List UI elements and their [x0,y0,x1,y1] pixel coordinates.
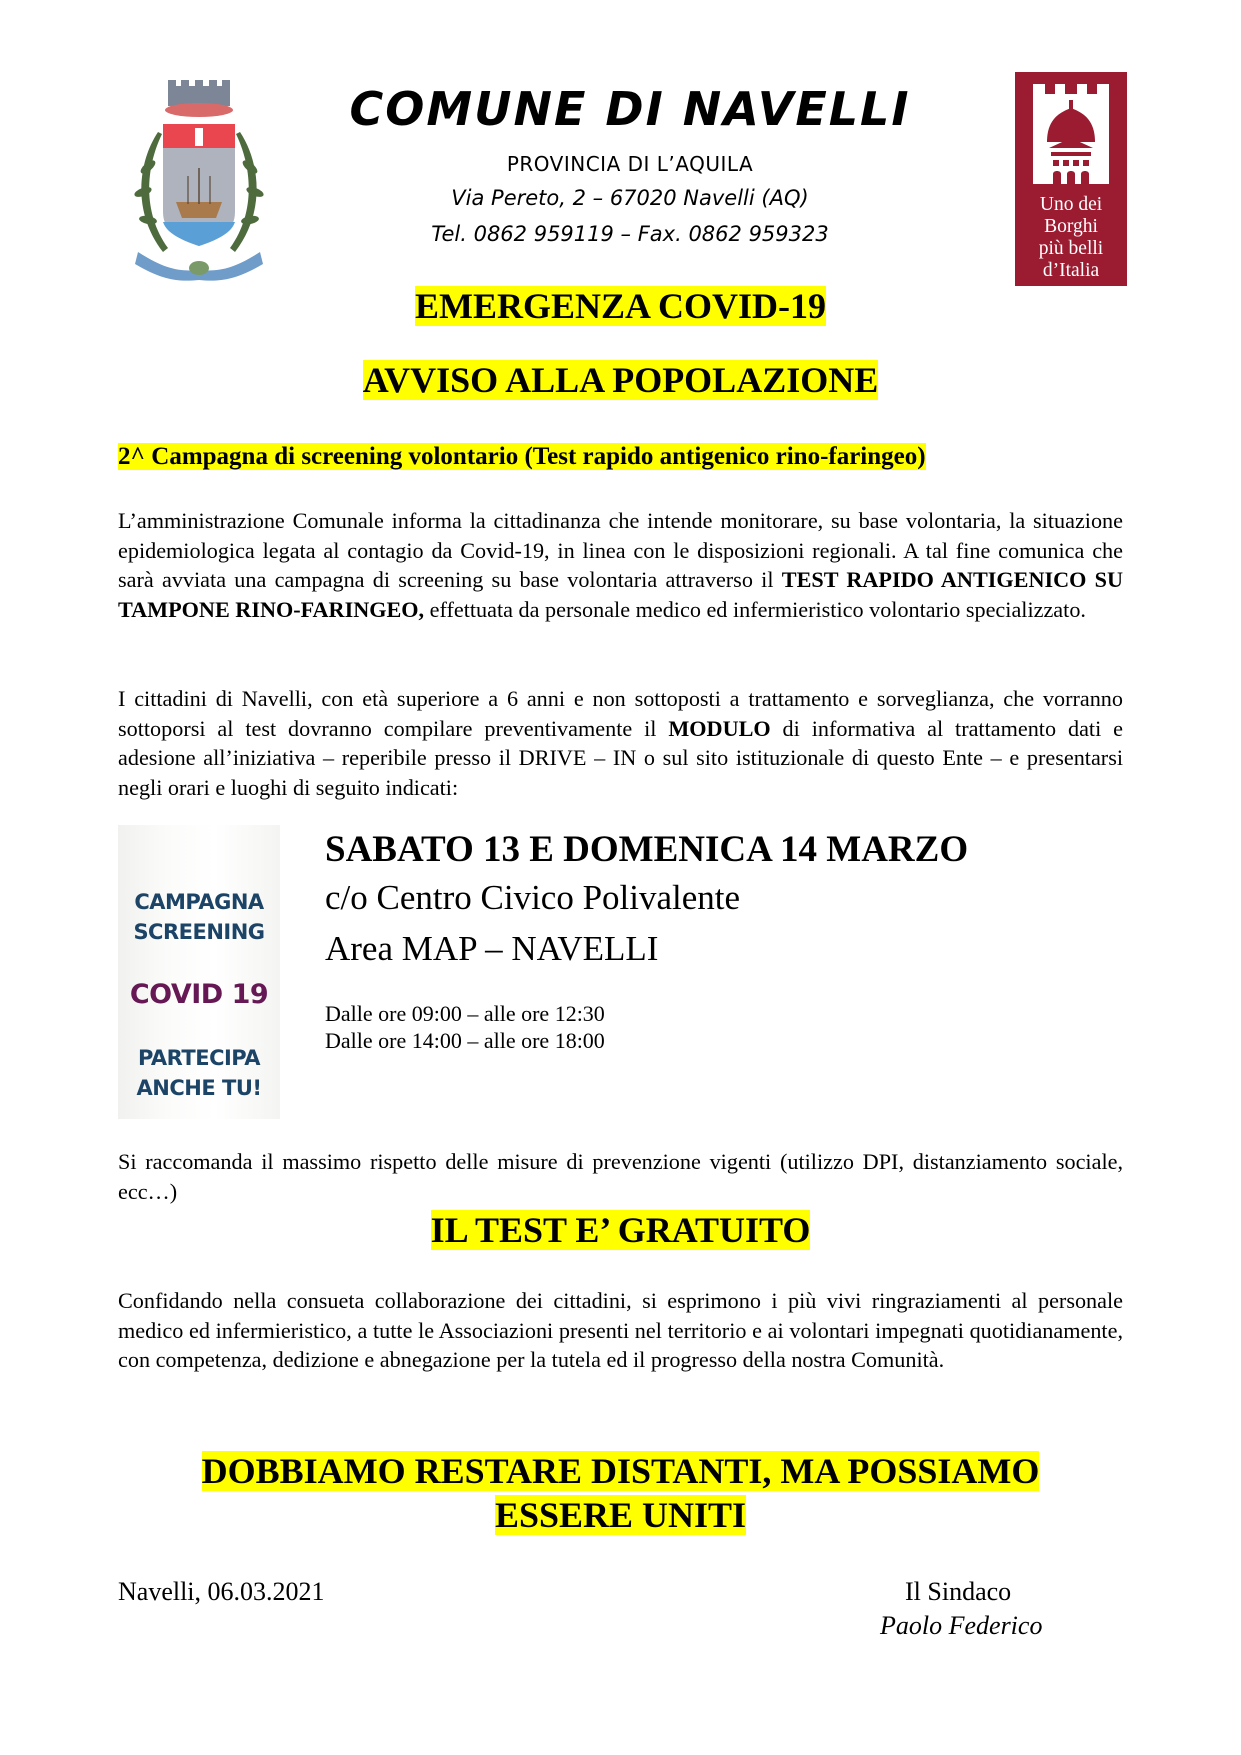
prevention-paragraph: Si raccomanda il massimo rispetto delle misure di prevenzione vigenti (utilizzo DPI, distanziamento sociale, ecc…) [118,1149,1123,1204]
event-place: c/o Centro Civico Polivalente [325,878,741,917]
province-line: PROVINCIA DI L’AQUILA [506,152,754,176]
thanks-paragraph: Confidando nella consueta collaborazione dei cittadini, si esprimono i più vivi ringraziamenti al personale medico ed infermieristico, a tutte le Associazioni presenti nel territorio e ai volontari impegnati quotidianamente, con competenza, dedizione e abnegazione per la tutela ed il progresso della nostra Comunità. [118,1288,1123,1372]
tower-palace-icon [1015,72,1127,192]
crown-icon [165,80,233,117]
free-test-heading: IL TEST E’ GRATUITO [430,1210,811,1250]
screening-campaign-image: CAMPAGNA SCREENING COVID 19 PARTECIPA ANCHE TU! [118,825,280,1119]
notice-heading: AVVISO ALLA POPOLAZIONE [362,360,879,400]
municipal-crest-image [118,72,280,284]
event-days: SABATO 13 E DOMENICA 14 MARZO [325,829,969,870]
slogan-heading: DOBBIAMO RESTARE DISTANTI, MA POSSIAMO ESSERE UNITI [201,1451,1040,1535]
event-time-afternoon: Dalle ore 14:00 – alle ore 18:00 [325,1028,605,1053]
address-line: Via Pereto, 2 – 67020 Navelli (AQ) [451,186,809,210]
event-area: Area MAP – NAVELLI [325,929,659,968]
shield-icon [163,124,235,246]
campaign-subheading: 2^ Campagna di screening volontario (Test rapido antigenico rino-faringeo) [118,443,926,470]
borghi-piu-belli-logo [1015,72,1127,286]
borghi-logo-text: Uno dei Borghi più belli d’Italia [1038,194,1104,281]
emergency-heading: EMERGENZA COVID-19 [414,286,827,326]
signatory-name: Paolo Federico [880,1611,1043,1640]
place-date: Navelli, 06.03.2021 [118,1577,325,1606]
municipality-title: COMUNE DI NAVELLI [349,82,911,136]
event-time-morning: Dalle ore 09:00 – alle ore 12:30 [325,1001,605,1026]
motto-ribbon [135,252,263,281]
instructions-paragraph: I cittadini di Navelli, con età superiore a 6 anni e non sottoposti a trattamento e sorveglianza, che vorranno sottoporsi al test dovranno compilare preventivamente il MODULO di informativa al trattamento dati e adesione all’iniziativa – reperibile presso il DRIVE – IN o sul sito istituzionale di questo Ente – e presentarsi negli orari e luoghi di seguito indicati: [118,686,1123,800]
contacts-line: Tel. 0862 959119 – Fax. 0862 959323 [431,222,829,246]
signatory-role: Il Sindaco [905,1577,1012,1606]
intro-paragraph: L’amministrazione Comunale informa la cittadinanza che intende monitorare, su base volontaria, la situazione epidemiologica legata al contagio da Covid-19, in linea con le disposizioni regionali. A tal fine comunica che sarà avviata una campagna di screening su base volontaria attraverso il TEST RAPIDO ANTIGENICO SU TAMPONE RINO-FARINGEO, effettuata da personale medico ed infermieristico volontario specializzato. [118,508,1124,622]
